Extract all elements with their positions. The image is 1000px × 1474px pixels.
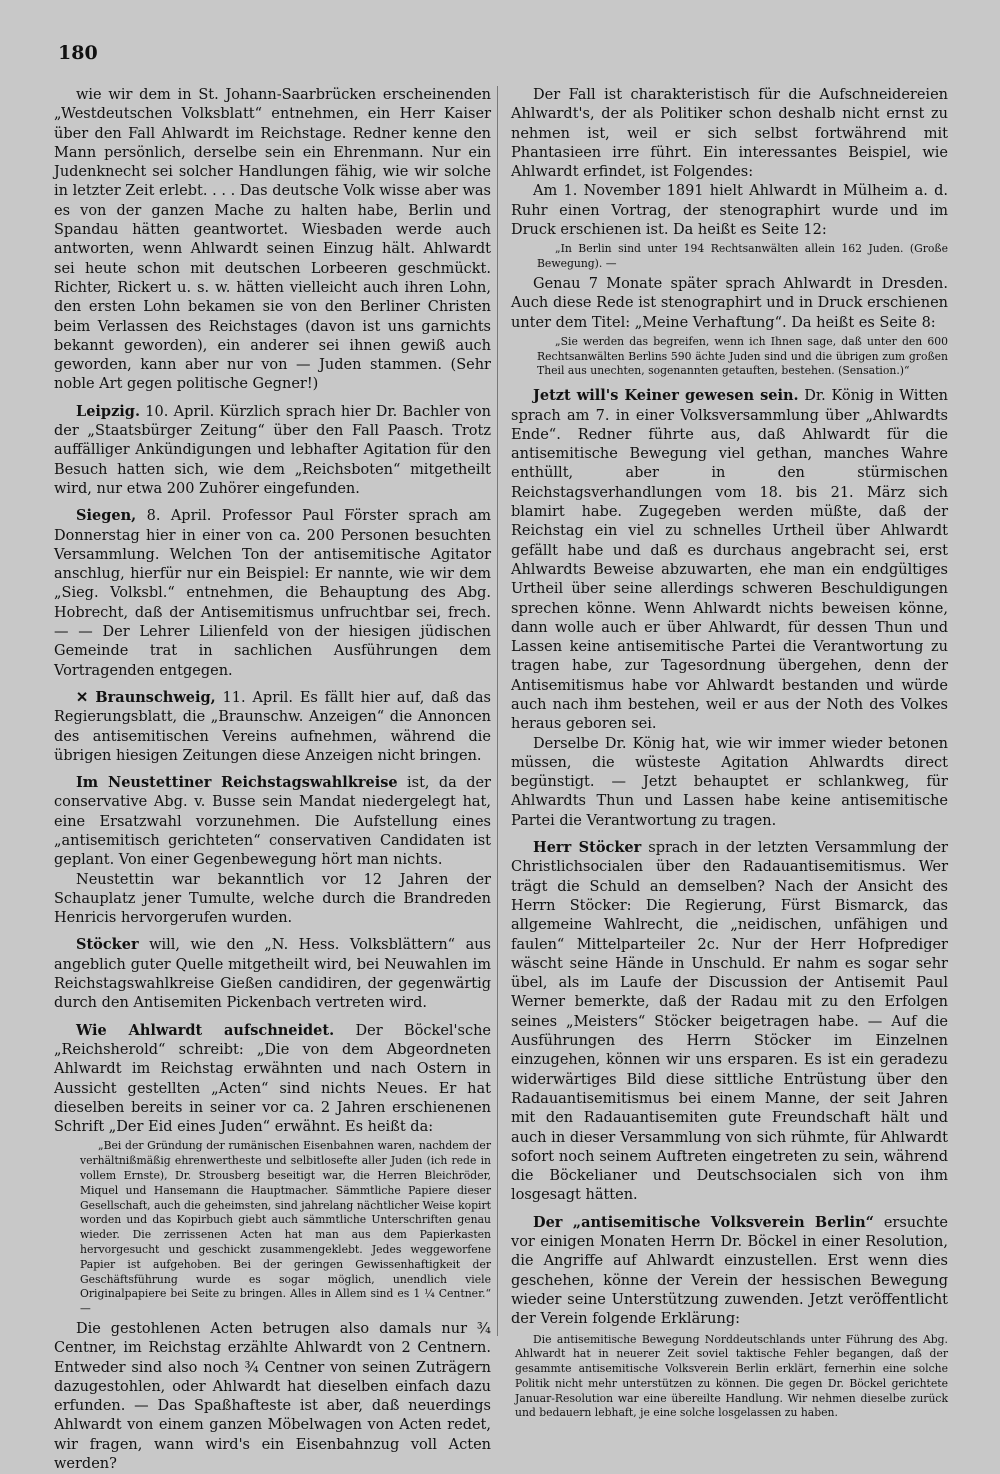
article-paragraph [54,1021,491,1138]
paragraph-text: Neustettin war bekanntlich vor 12 Jahren der Schauplatz jener Tumulte, welche durch die Brandreden Henricis hervorgerufen wurden. [54,871,491,927]
paragraph-text: Dr. König in Witten sprach am 7. in einer Volksversammlung über „Ahlwardts Ende“. Redner führte aus, daß Ahlwardt für die antisemitische Bewegung viel gethan, manches Wahre enthüllt, aber in den stürmischen Reichstagsverhandlungen vom 18. bis 21. März sich blamirt habe. Zugegeben werden müßte, daß der Reichstag ein viel zu schnelles Urtheil über Ahlwardt gefällt habe und daß es durchaus angebracht sei, erst Ahlwardts Beweise abzuwarten, ehe man ein endgültiges Urtheil über seine allerdings schweren Beschuldigungen sprechen könne. Wenn Ahlwardt nichts beweisen könne, dann wolle auch er über Ahlwardt, für dessen Thun und Lassen keine antisemitische Partei die Verantwortung zu tragen habe, zur Tagesordnung übergehen, denn der Antisemitismus habe vor Ahlwardt bestanden und würde auch nach ihm bestehen, weil er aus der Noth des Volkes heraus geboren sei. [511,388,948,733]
paragraph-text: 10. April. Kürzlich sprach hier Dr. Bachler von der „Staatsbürger Zeitung“ über den Fall Paasch. Trotz auffälliger Ankündigungen und lebhafter Agitation für den Besuch hatten sich, wie dem „Reichsboten“ mitgetheilt wird, nur etwa 200 Zuhörer eingefunden. [54,403,491,497]
article-headline: Wie Ahlwardt aufschneidet. [76,1021,335,1039]
body-paragraph [54,871,491,929]
paragraph-text: sprach in der letzten Versammlung der Christlichsocialen über den Radauantisemitismus. Wer trägt die Schuld an demselben? Nach der Ansicht des Herrn Stöcker: Die Regierung, Fürst Bismarck, das allgemeine Wahlrecht, die „neidischen, unfähigen und faulen“ Mittelparteiler 2c. Nur der Herr Hofprediger wäscht seine Hände in Unschuld. Er nahm es sogar sehr übel, als im Laufe der Discussion der Antisemit Paul Werner bemerkte, daß der Radau mit zu den Erfolgen seines „Meisters“ Stöcker beigetragen habe. — Auf die Ausführungen des Herrn Stöcker im Einzelnen einzugehen, können wir uns ersparen. Es ist ein geradezu widerwärtiges Bild diese sittliche Entrüstung über den Radauantisemitismus bei einem Manne, der seit Jahren mit den Radauantisemiten gute Freundschaft hält und auch in dieser Versammlung von sich rühmte, für Ahlwardt sofort noch seinem Auftreten eingetreten zu sein, während die Böckelianer und Deutschsocialen sich von ihm losgesagt hätten. [511,840,948,1204]
right-column [511,86,948,1424]
article-paragraph [54,935,491,1013]
article-paragraph [511,1213,948,1330]
article-paragraph [54,402,491,499]
page-number: 180 [58,42,98,64]
paragraph-text: „Bei der Gründung der rumänischen Eisenbahnen waren, nachdem der verhältnißmäßig ehrenwertheste und selbitlosefte aller Juden (ich rede in vollem Ernste), Dr. Strousberg beseitigt war, die Herren Bleichröder, Miquel und Hansemann die Hauptmacher. Sämmtliche Papiere dieser Gesellschaft, auch die geheimsten, sind jahrelang nächtlicher Weise kopirt worden und das Kopirbuch giebt auch sämmtliche Unterschriften genau wieder. Die zerrissenen Acten hat man aus dem Papierkasten hervorgesucht und geschickt zusammengeklebt. Jedes weggeworfene Papier ist aufgehoben. Bei der geringen Gewissenhaftigkeit der Geschäftsführung wurde es sogar möglich, unendlich viele Originalpapiere bei Seite zu bringen. Alles in Allem sind es 1 ¼ Centner.“ — [80,1139,491,1316]
article-headline: Stöcker [76,936,139,954]
paragraph-text: wie wir dem in St. Johann-Saarbrücken erscheinenden „Westdeutschen Volksblatt“ entnehmen, ein Herr Kaiser über den Fall Ahlwardt im Reichstage. Redner kenne den Mann persönlich, derselbe sein ein Ehrenmann. Nur ein Judenknecht sei solcher Handlungen fähig, wie wir solche in letzter Zeit erlebt. . . . Das deutsche Volk wisse aber was es von der ganzen Mache zu halten habe, Berlin und Spandau hätten geantwortet. Wiesbaden werde auch antworten, wenn Ahlwardt seinen Einzug hält. Ahlwardt sei heute schon mit deutschen Lorbeeren geschmückt. Richter, Rickert u. s. w. hätten vielleicht auch ihren Lohn, den ersten Lohn bekamen sie von den Berliner Christen beim Verlassen des Reichstages (davon ist uns garnichts bekannt geworden), ein anderer sei ihnen gewiß auch geworden, kann aber nur von — Juden stammen. (Sehr noble Art gegen politische Gegner!) [54,87,491,393]
article-headline: Siegen, [76,507,137,525]
block-quote [537,335,948,379]
article-paragraph [54,506,491,681]
body-paragraph [511,86,948,182]
paragraph-text: 11. April. Es fällt hier auf, daß das Regierungsblatt, die „Braunschw. Anzeigen“ die Annoncen des antisemitischen Vereins aufnehmen, während die übrigen hiesigen Zeitungen diese Anzeigen nicht bringen. [54,689,491,764]
paragraph-text: Die gestohlenen Acten betrugen also damals nur ¾ Centner, im Reichstag erzählte Ahlwardt von 2 Centnern. Entweder sind also noch ¾ Centner von seinen Zuträgern dazugestohlen, oder Ahlwardt hat dieselben einfach dazu erfunden. — Das Spaßhafteste ist aber, daß neuerdings Ahlwardt von einem ganzen Möbelwagen von Acten redet, wir fragen, wann wird's ein Eisenbahnzug voll Acten werden? [54,1321,491,1473]
paragraph-text: will, wie den „N. Hess. Volksblättern“ aus angeblich guter Quelle mitgetheilt wird, bei Neuwahlen im Reichstagswahlkreise Gießen candidiren, der gegenwärtig durch den Antisemiten Pickenbach vertreten wird. [54,937,491,1012]
article-paragraph [511,838,948,1206]
block-quote [80,1139,491,1317]
article-headline: Leipzig. [76,402,140,420]
article-headline: Im Neustettiner Reichstagswahlkreise [76,774,398,792]
body-paragraph [511,735,948,831]
paragraph-text: „Sie werden das begreifen, wenn ich Ihnen sage, daß unter den 600 Rechtsanwälten Berlins 590 ächte Juden sind und die übrigen zum großen Theil aus unechten, sogenannten getauften, bestehen. (Sensation.)“ [537,334,948,378]
block-quote [537,242,948,272]
paragraph-text: Genau 7 Monate später sprach Ahlwardt in Dresden. Auch diese Rede ist stenographirt und in Druck erschienen unter dem Titel: „Meine Verhaftung“. Da heißt es Seite 8: [511,275,948,331]
column-divider [497,86,498,1336]
paragraph-text: ist, da der conservative Abg. v. Busse sein Mandat niedergelegt hat, eine Ersatzwahl vorzunehmen. Die Aufstellung eines „antisemitisch gerichteten“ conservativen Candidaten ist geplant. Von einer Gegenbewegung hört man nichts. [54,775,491,869]
article-paragraph [54,688,491,766]
article-headline: Jetzt will's Keiner gewesen sein. [533,387,799,405]
article-paragraph [511,386,948,734]
paragraph-text: Derselbe Dr. König hat, wie wir immer wieder betonen müssen, die wüsteste Agitation Ahlwardts direct begünstigt. — Jetzt behauptet er schlankweg, für Ahlwardts Thun und Lassen habe keine antisemitische Partei die Verantwortung zu tragen. [511,735,948,829]
paragraph-text: Die antisemitische Bewegung Norddeutschlands unter Führung des Abg. Ahlwardt hat in neuerer Zeit soviel taktische Fehler begangen, daß der gesammte antisemitische Volksverein Berlin erklärt, fernerhin eine solche Politik nicht mehr unterstützen zu können. Die gegen Dr. Böckel gerichtete Januar-Resolution war eine übereilte Handlung. Wir nehmen dieselbe zurück und bedauern lebhaft, je eine solche losgelassen zu haben. [515,1332,948,1420]
left-column [54,86,491,1474]
paragraph-text: Am 1. November 1891 hielt Ahlwardt in Mülheim a. d. Ruhr einen Vortrag, der stenographirt wurde und im Druck erschienen ist. Da heißt es Seite 12: [511,183,948,239]
body-paragraph [54,86,491,395]
article-headline: Der „antisemitische Volksverein Berlin“ [533,1213,874,1231]
paragraph-text: Der Böckel'sche „Reichsherold“ schreibt: „Die von dem Abgeordneten Ahlwardt im Reichstag erwähnten und nach Ostern in Aussicht gestellten „Acten“ sind nichts Neues. Er hat dieselben bereits in seiner vor ca. 2 Jahren erschienenen Schrift „Der Eid eines Juden“ erwähnt. Es heißt da: [54,1022,491,1136]
block-quote [515,1333,948,1422]
paragraph-text: 8. April. Professor Paul Förster sprach am Donnerstag hier in einer von ca. 200 Personen besuchten Versammlung. Welchen Ton der antisemitische Agitator anschlug, hierfür nur ein Beispiel: Er nannte, wie wir dem „Sieg. Volksbl.“ entnehmen, die Behauptung des Abg. Hobrecht, daß der Antisemitismus unfruchtbar sei, frech. — — Der Lehrer Lilienfeld von der hiesigen jüdischen Gemeinde trat in sachlichen Ausführungen dem Vortragenden entgegen. [54,508,491,679]
article-headline: Herr Stöcker [533,839,642,857]
article-paragraph [54,773,491,870]
body-paragraph [54,1320,491,1474]
article-headline: ✕ Braunschweig, [76,688,216,706]
body-paragraph [511,275,948,333]
paragraph-text: ersuchte vor einigen Monaten Herrn Dr. Böckel in einer Resolution, die Angriffe auf Ahlwardt einzustellen. Erst wenn dies geschehen, könne der Verein der hessischen Bewegung wieder seine Unterstützung zuwenden. Jetzt veröffentlicht der Verein folgende Erklärung: [511,1214,948,1328]
body-paragraph [511,182,948,240]
paragraph-text: Der Fall ist charakteristisch für die Aufschneidereien Ahlwardt's, der als Politiker schon deshalb nicht ernst zu nehmen ist, weil er sich selbst fortwährend mit Phantasieen irre führt. Ein interessantes Beispiel, wie Ahlwardt erfindet, ist Folgendes: [511,87,948,181]
paragraph-text: „In Berlin sind unter 194 Rechtsanwälten allein 162 Juden. (Große Bewegung). — [537,242,948,271]
